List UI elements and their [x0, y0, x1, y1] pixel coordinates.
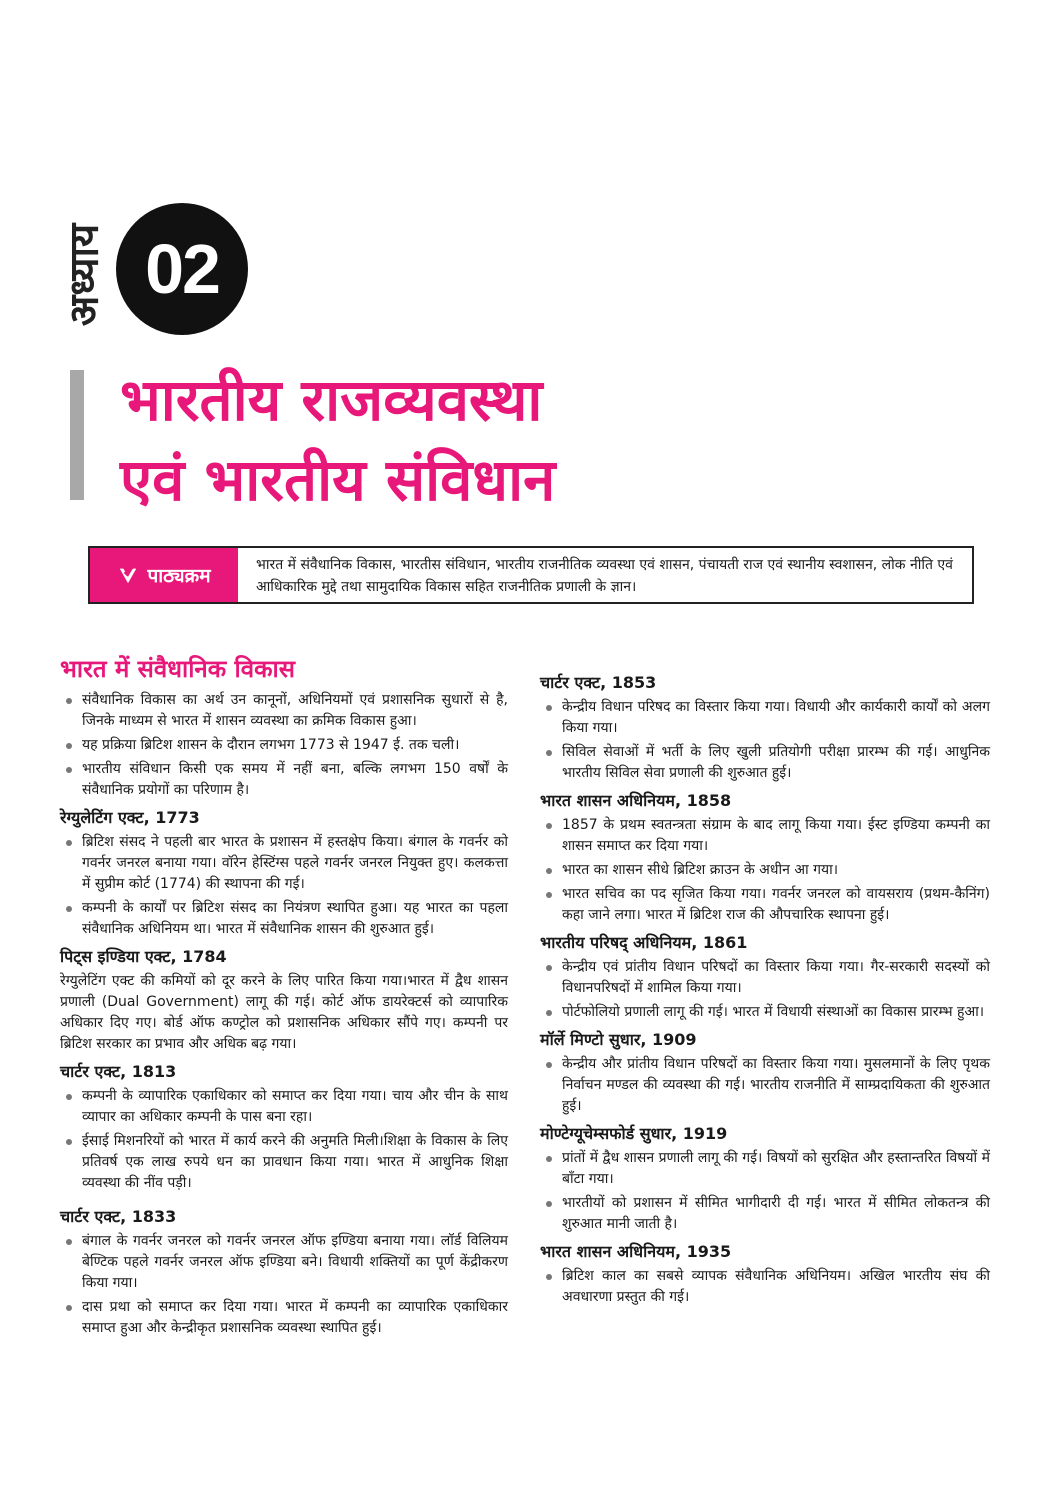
- list-item: केन्द्रीय एवं प्रांतीय विधान परिषदों का विस्तार किया गया। गैर-सरकारी सदस्यों को विधानपरिषदों में शामिल किया गया।: [540, 957, 990, 999]
- subheading-council-act-1861: भारतीय परिषद् अधिनियम, 1861: [540, 933, 748, 952]
- regulating-act-list: [60, 832, 508, 940]
- left-column: [60, 654, 508, 1342]
- list-item: ब्रिटिश काल का सबसे व्यापक संवैधानिक अधिनियम। अखिल भारतीय संघ की अवधारणा प्रस्तुत की गई।: [540, 1266, 990, 1308]
- list-item: ईसाई मिशनरियों को भारत में कार्य करने की अनुमति मिली।शिक्षा के विकास के लिए प्रतिवर्ष एक लाख रुपये धन का प्रावधान किया गया। भारत में आधुनिक शिक्षा व्यवस्था की नींव पड़ी।: [60, 1131, 508, 1194]
- goi-1858-list: [540, 815, 990, 926]
- council-1861-list: [540, 957, 990, 1023]
- list-item: 1857 के प्रथम स्वतन्त्रता संग्राम के बाद लागू किया गया। ईस्ट इण्डिया कम्पनी का शासन समाप्त कर दिया गया।: [540, 815, 990, 857]
- subheading-regulating-act: रेग्युलेटिंग एक्ट, 1773: [60, 808, 200, 827]
- title-line-1: भारतीय राजव्यवस्था: [120, 366, 543, 434]
- charter-1833-list: [60, 1231, 508, 1339]
- list-item: सिविल सेवाओं में भर्ती के लिए खुली प्रतियोगी परीक्षा प्रारम्भ की गई। आधुनिक भारतीय सिविल सेवा प्रणाली की शुरुआत हुई।: [540, 742, 990, 784]
- ribbon-check-icon: [117, 564, 139, 586]
- title-line-2: एवं भारतीय संविधान: [120, 446, 556, 514]
- section-heading: भारत में संवैधानिक विकास: [60, 655, 295, 683]
- chapter-number-badge: 02: [116, 203, 248, 335]
- intro-list: [60, 690, 508, 801]
- list-item: कम्पनी के व्यापारिक एकाधिकार को समाप्त कर दिया गया। चाय और चीन के साथ व्यापार का अधिकार कम्पनी के पास बना रहा।: [60, 1086, 508, 1128]
- pitts-india-paragraph: रेग्युलेटिंग एक्ट की कमियों को दूर करने के लिए पारित किया गया।भारत में द्वैध शासन प्रणाली (Dual Government) लागू की गई। कोर्ट ऑफ डायरेक्टर्स को व्यापारिक अधिकार दिए गए। बोर्ड ऑफ कण्ट्रोल को प्रशासनिक अधिकार सौंपे गए। कम्पनी पर ब्रिटिश सरकार का प्रभाव और अधिक बढ़ गया।: [60, 973, 508, 1052]
- list-item: ब्रिटिश संसद ने पहली बार भारत के प्रशासन में हस्तक्षेप किया। बंगाल के गवर्नर को गवर्नर जनरल बनाया गया। वॉरेन हेस्टिंग्स पहले गवर्नर जनरल नियुक्त हुए। कलकत्ता में सुप्रीम कोर्ट (1774) की स्थापना की गई।: [60, 832, 508, 895]
- syllabus-box: [88, 546, 974, 604]
- list-item: कम्पनी के कार्यों पर ब्रिटिश संसद का नियंत्रण स्थापित हुआ। यह भारत का पहला संवैधानिक अधिनियम था। भारत में संवैधानिक शासन की शुरुआत हुई।: [60, 898, 508, 940]
- subheading-pitts-india-act: पिट्स इण्डिया एक्ट, 1784: [60, 947, 227, 966]
- list-item: पोर्टफोलियो प्रणाली लागू की गई। भारत में विधायी संस्थाओं का विकास प्रारम्भ हुआ।: [540, 1002, 990, 1023]
- subheading-montford-1919: मोण्टेग्यूचेम्सफोर्ड सुधार, 1919: [540, 1124, 728, 1143]
- chapter-title: [120, 360, 820, 520]
- list-item: भारत का शासन सीधे ब्रिटिश क्राउन के अधीन आ गया।: [540, 860, 990, 881]
- list-item: भारतीय संविधान किसी एक समय में नहीं बना, बल्कि लगभग 150 वर्षों के संवैधानिक प्रयोगों का परिणाम है।: [60, 759, 508, 801]
- list-item: केन्द्रीय विधान परिषद का विस्तार किया गया। विधायी और कार्यकारी कार्यों को अलग किया गया।: [540, 697, 990, 739]
- list-item: यह प्रक्रिया ब्रिटिश शासन के दौरान लगभग 1773 से 1947 ई. तक चली।: [60, 735, 508, 756]
- subheading-charter-1813: चार्टर एक्ट, 1813: [60, 1062, 177, 1081]
- syllabus-text: भारत में संवैधानिक विकास, भारतीस संविधान, भारतीय राजनीतिक व्यवस्था एवं शासन, पंचायती राज एवं स्थानीय स्वशासन, लोक नीति एवं आधिकारिक मुद्दे तथा सामुदायिक विकास सहित राजनीतिक प्रणाली के ज्ञान।: [256, 557, 953, 595]
- subheading-goi-act-1935: भारत शासन अधिनियम, 1935: [540, 1242, 732, 1261]
- charter-1813-list: [60, 1086, 508, 1194]
- chapter-label: [58, 210, 106, 340]
- list-item: दास प्रथा को समाप्त कर दिया गया। भारत में कम्पनी का व्यापारिक एकाधिकार समाप्त हुआ और केन्द्रीकृत प्रशासनिक व्यवस्था स्थापित हुई।: [60, 1297, 508, 1339]
- right-column: [540, 666, 990, 1311]
- syllabus-label: पाठ्यक्रम: [147, 565, 211, 587]
- list-item: प्रांतों में द्वैध शासन प्रणाली लागू की गई। विषयों को सुरक्षित और हस्तान्तरित विषयों में बाँटा गया।: [540, 1148, 990, 1190]
- list-item: भारतीयों को प्रशासन में सीमित भागीदारी दी गई। भारत में सीमित लोकतन्त्र की शुरुआत मानी जाती है।: [540, 1193, 990, 1235]
- subheading-charter-1833: चार्टर एक्ट, 1833: [60, 1207, 177, 1226]
- subheading-goi-act-1858: भारत शासन अधिनियम, 1858: [540, 791, 732, 810]
- goi-1935-list: [540, 1266, 990, 1308]
- list-item: बंगाल के गवर्नर जनरल को गवर्नर जनरल ऑफ इण्डिया बनाया गया। लॉर्ड विलियम बेण्टिक पहले गवर्नर जनरल ऑफ इण्डिया बने। विधायी शक्तियों का पूर्ण केंद्रीकरण किया गया।: [60, 1231, 508, 1294]
- charter-1853-list: [540, 697, 990, 784]
- title-accent-bar: [70, 370, 84, 500]
- subheading-charter-1853: चार्टर एक्ट, 1853: [540, 673, 657, 692]
- list-item: भारत सचिव का पद सृजित किया गया। गवर्नर जनरल को वायसराय (प्रथम-कैनिंग) कहा जाने लगा। भारत में ब्रिटिश राज की औपचारिक स्थापना हुई।: [540, 884, 990, 926]
- morley-minto-list: [540, 1054, 990, 1117]
- subheading-morley-minto-1909: मॉर्ले मिण्टो सुधार, 1909: [540, 1030, 697, 1049]
- montford-list: [540, 1148, 990, 1235]
- chapter-word: अध्याय: [60, 223, 108, 327]
- list-item: केन्द्रीय और प्रांतीय विधान परिषदों का विस्तार किया गया। मुसलमानों के लिए पृथक निर्वाचन मण्डल की व्यवस्था की गई। भारतीय राजनीति में साम्प्रदायिकता की शुरुआत हुई।: [540, 1054, 990, 1117]
- syllabus-badge: [90, 548, 238, 602]
- list-item: संवैधानिक विकास का अर्थ उन कानूनों, अधिनियमों एवं प्रशासनिक सुधारों से है, जिनके माध्यम से भारत में शासन व्यवस्था का क्रमिक विकास हुआ।: [60, 690, 508, 732]
